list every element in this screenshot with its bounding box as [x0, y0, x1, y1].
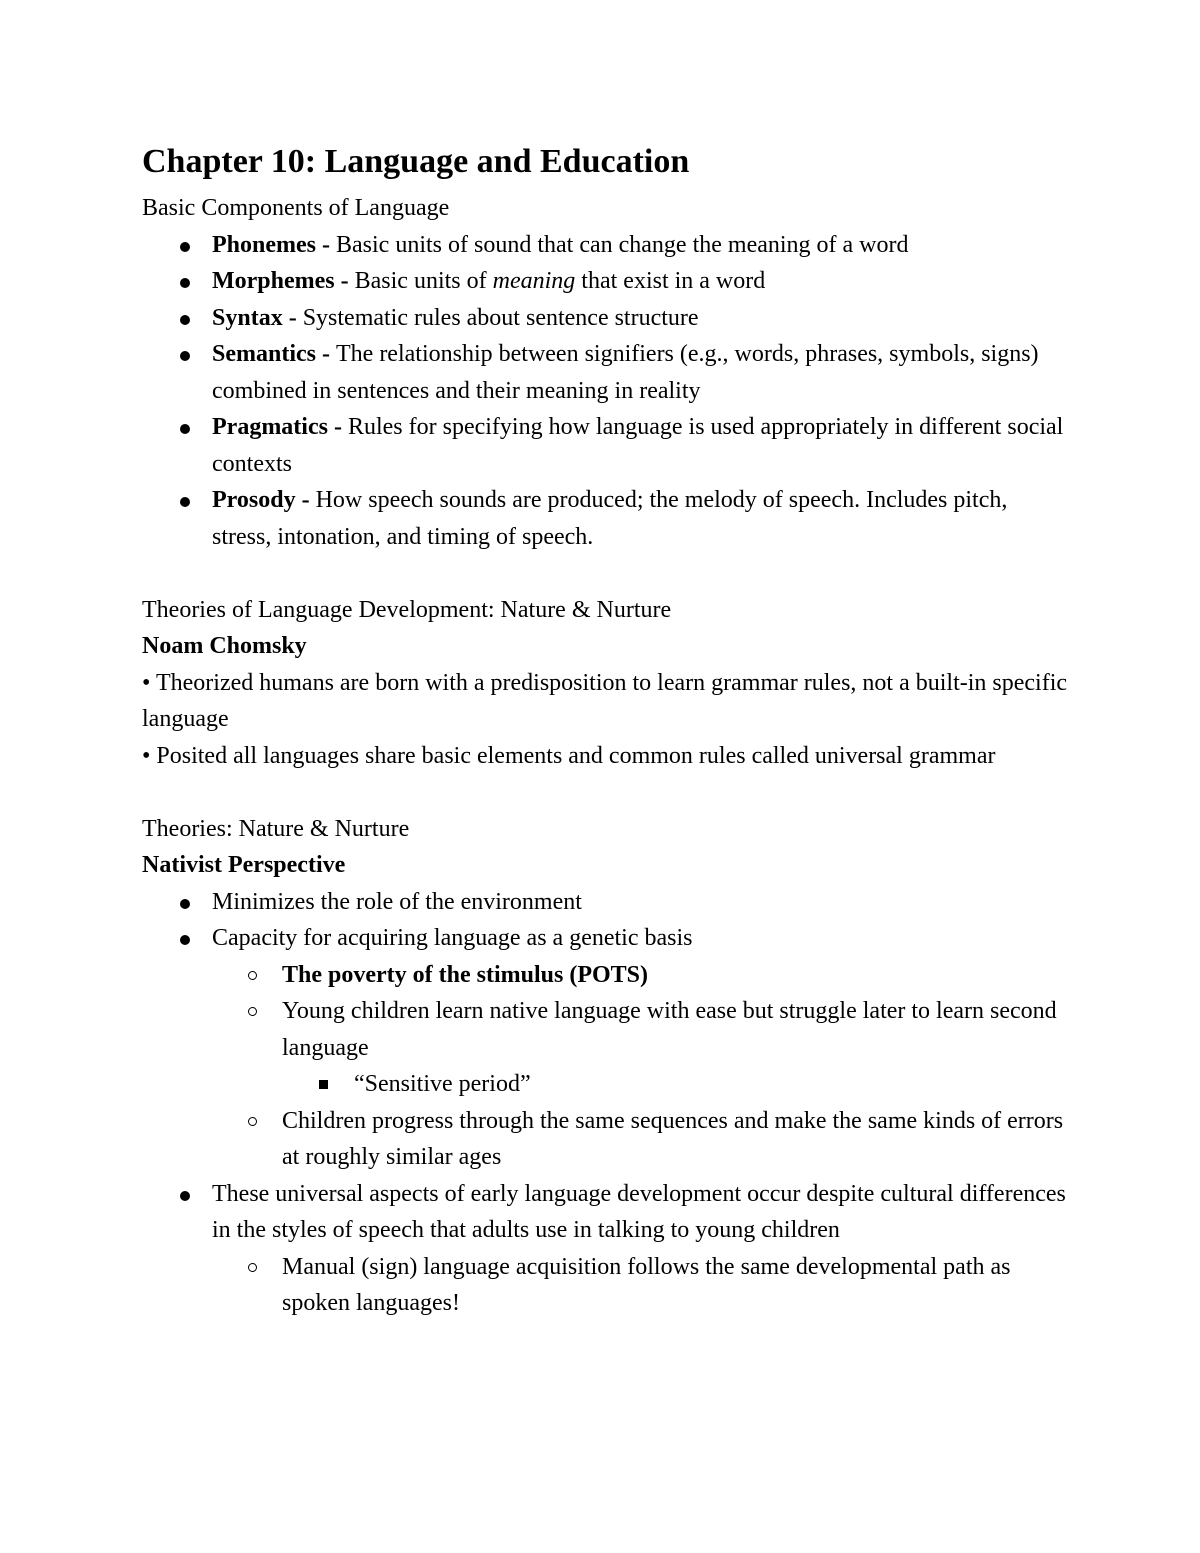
nested-list-level-3 — [210, 1066, 1072, 1103]
bullet-icon — [180, 315, 190, 325]
bullet-icon — [180, 497, 190, 507]
list-item — [210, 1103, 1072, 1176]
definition-morphemes-after: that exist in a word — [575, 268, 766, 294]
term-separator: - — [334, 268, 355, 294]
document-content — [142, 140, 1072, 1322]
term-prosody: Prosody — [212, 487, 296, 513]
bullet-icon — [180, 242, 190, 252]
list-item — [210, 993, 1072, 1103]
bullet-icon — [180, 351, 190, 361]
hollow-bullet-icon — [248, 1007, 257, 1016]
section-heading-theories: Theories of Language Development: Nature & Nurture — [142, 596, 672, 623]
list-item — [142, 920, 1072, 1176]
nativist-list — [142, 884, 1072, 1322]
definition-morphemes-before: Basic units of — [354, 268, 493, 294]
nested-list — [142, 957, 1072, 1176]
term-separator: - — [282, 304, 303, 331]
hollow-bullet-icon — [248, 971, 257, 980]
list-item-phonemes — [142, 227, 1072, 264]
definition-semantics: The relationship between signifiers (e.g., words, phrases, symbols, signs) combined in sentences and their meaning in reality — [212, 341, 1039, 404]
list-item — [210, 957, 1072, 994]
definition-prosody: How speech sounds are produced; the melody of speech. Includes pitch, stress, intonation, and timing of speech. — [212, 487, 1008, 550]
nested-list — [142, 1249, 1072, 1322]
spacer — [142, 555, 1072, 592]
nested-item-text: Children progress through the same sequences and make the same kinds of errors at roughly similar ages — [282, 1107, 1064, 1170]
nativist-item-text: Minimizes the role of the environment — [212, 888, 582, 915]
nested-item-text: “Sensitive period” — [354, 1071, 531, 1097]
term-separator: - — [295, 487, 316, 513]
nativist-item-text: Capacity for acquiring language as a genetic basis — [212, 925, 693, 951]
section-heading-nature-nurture: Theories: Nature & Nurture — [142, 815, 410, 842]
subheading-nativist: Nativist Perspective — [142, 852, 346, 878]
bullet-icon — [180, 278, 190, 288]
list-item-prosody — [142, 482, 1072, 555]
nested-item-text: The poverty of the stimulus (POTS) — [282, 961, 648, 988]
nativist-item-text: These universal aspects of early language development occur despite cultural differences in the styles of speech that adults use in talking to young children — [212, 1180, 1066, 1243]
term-separator: - — [327, 414, 348, 440]
hollow-bullet-icon — [248, 1263, 257, 1272]
bullet-icon — [180, 935, 190, 945]
spacer — [142, 774, 1072, 811]
section-heading-components: Basic Components of Language — [142, 195, 450, 221]
square-bullet-icon — [319, 1080, 328, 1089]
subheading-chomsky: Noam Chomsky — [142, 633, 307, 659]
list-item-syntax — [142, 300, 1072, 337]
definition-syntax: Systematic rules about sentence structure — [302, 304, 699, 331]
definition-phonemes: Basic units of sound that can change the meaning of a word — [336, 231, 909, 258]
chomsky-point-2: • Posited all languages share basic elements and common rules called universal grammar — [142, 742, 996, 769]
term-pragmatics: Pragmatics — [212, 414, 328, 440]
list-item — [142, 1176, 1072, 1322]
definition-pragmatics: Rules for specifying how language is used appropriately in different social contexts — [212, 414, 1064, 477]
bullet-icon — [180, 1191, 190, 1201]
bullet-icon — [180, 899, 190, 909]
nested-item-text: Young children learn native language with ease but struggle later to learn second language — [282, 998, 1057, 1061]
term-syntax: Syntax — [212, 304, 283, 331]
term-separator: - — [316, 231, 336, 258]
components-list — [142, 227, 1072, 556]
definition-morphemes-emphasis: meaning — [492, 268, 576, 294]
list-item-morphemes — [142, 263, 1072, 300]
term-separator: - — [316, 341, 336, 367]
page-title: Chapter 10: Language and Education — [142, 143, 690, 180]
list-item-semantics — [142, 336, 1072, 409]
list-item — [282, 1066, 1072, 1103]
term-morphemes: Morphemes — [212, 268, 335, 294]
chomsky-point-1: • Theorized humans are born with a predisposition to learn grammar rules, not a built-in specific language — [142, 669, 1068, 732]
term-phonemes: Phonemes — [212, 231, 316, 258]
list-item — [210, 1249, 1072, 1322]
hollow-bullet-icon — [248, 1117, 257, 1126]
bullet-icon — [180, 424, 190, 434]
term-semantics: Semantics — [212, 341, 316, 367]
nested-item-text: Manual (sign) language acquisition follows the same developmental path as spoken languages! — [282, 1253, 1011, 1316]
list-item-pragmatics — [142, 409, 1072, 482]
list-item — [142, 884, 1072, 921]
